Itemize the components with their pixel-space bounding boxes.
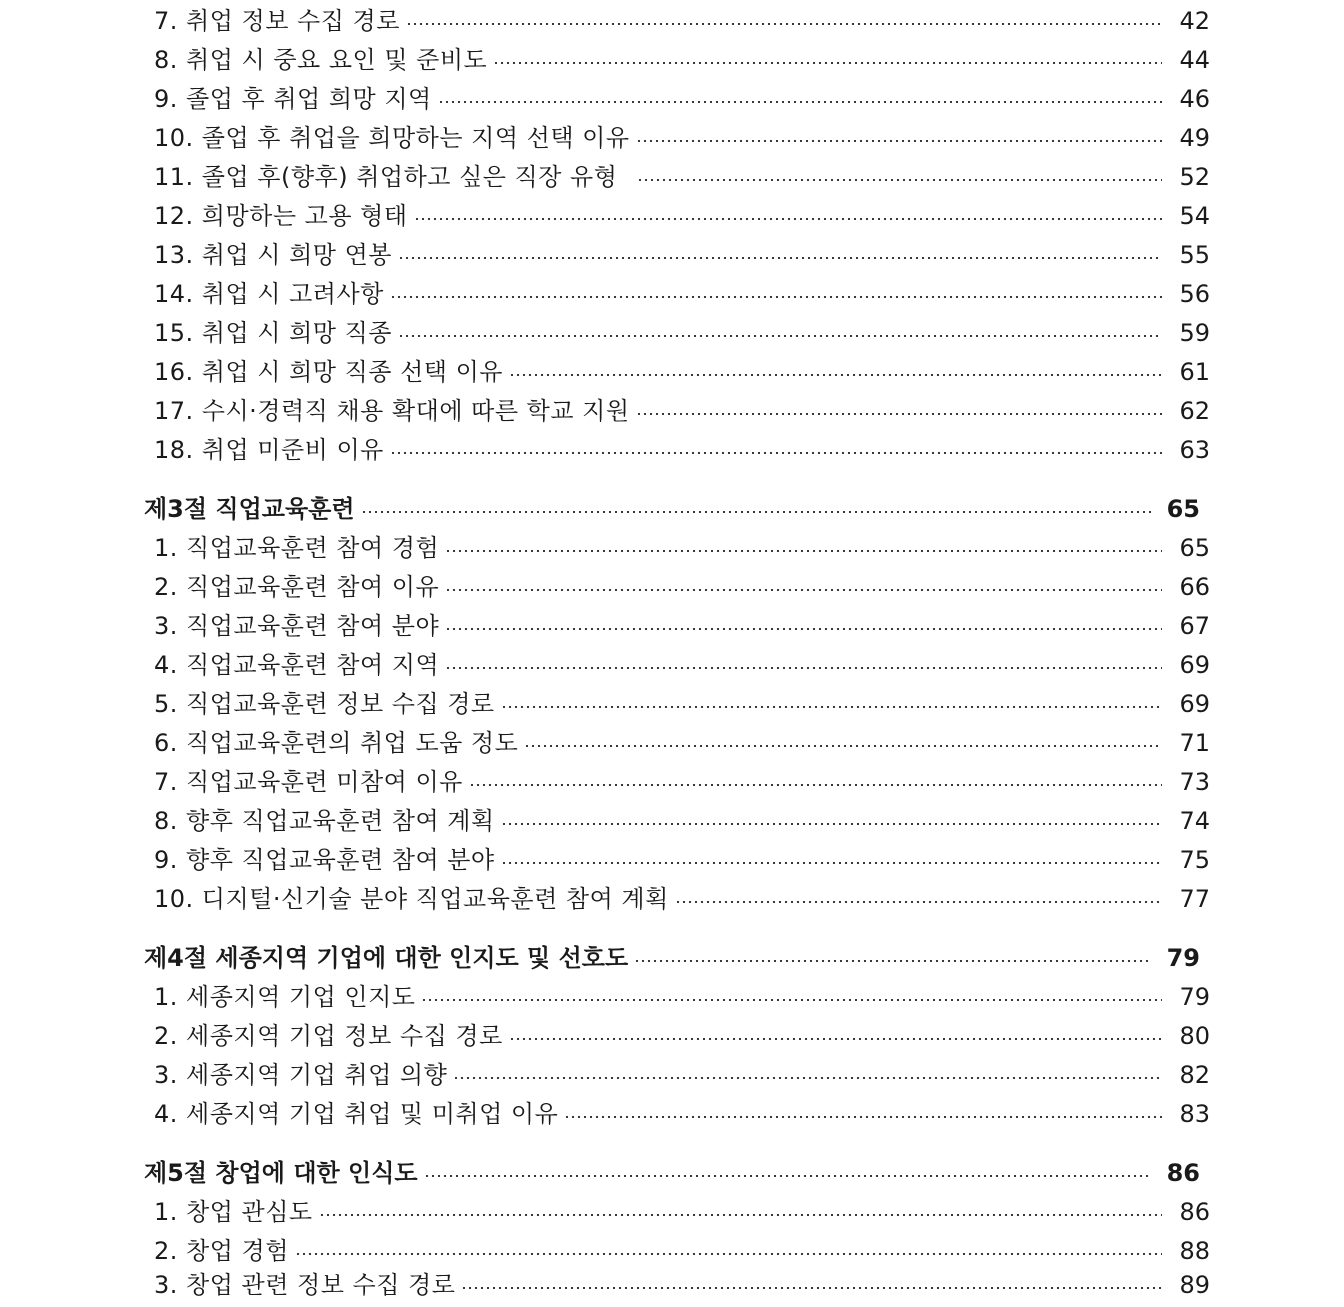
dot-leader	[295, 1253, 1162, 1255]
dot-leader	[634, 960, 1152, 962]
dot-leader	[636, 140, 1162, 142]
toc-entry-label: 12. 희망하는 고용 형태	[154, 202, 408, 230]
toc-entry-page: 46	[1179, 85, 1210, 113]
toc-entry-label: 16. 취업 시 희망 직종 선택 이유	[154, 358, 503, 386]
toc-entry-label: 3. 창업 관련 정보 수집 경로	[154, 1271, 456, 1299]
toc-entry-page: 69	[1179, 651, 1210, 679]
dot-leader	[319, 1214, 1162, 1216]
toc-entry-label: 3. 세종지역 기업 취업 의향	[154, 1061, 448, 1089]
toc-entry-page: 89	[1179, 1271, 1210, 1299]
toc-entry-label: 4. 세종지역 기업 취업 및 미취업 이유	[154, 1100, 559, 1128]
toc-entry-page: 44	[1179, 46, 1210, 74]
dot-leader	[445, 550, 1162, 552]
toc-section-page: 86	[1166, 1159, 1200, 1187]
dot-leader	[509, 1038, 1162, 1040]
toc-entry-label: 14. 취업 시 고려사항	[154, 280, 384, 308]
toc-entry[interactable]	[0, 607, 1344, 646]
toc-entry[interactable]	[0, 1095, 1344, 1134]
toc-entry[interactable]	[0, 646, 1344, 685]
dot-leader	[636, 413, 1162, 415]
toc-entry[interactable]	[0, 80, 1344, 119]
toc-entry-page: 52	[1179, 163, 1210, 191]
toc-entry[interactable]	[0, 978, 1344, 1017]
toc-entry-label: 2. 창업 경험	[154, 1237, 289, 1265]
toc-entry-label: 7. 직업교육훈련 미참여 이유	[154, 768, 463, 796]
toc-entry-page: 65	[1179, 534, 1210, 562]
toc-entry-label: 10. 디지털·신기술 분야 직업교육훈련 참여 계획	[154, 885, 669, 913]
toc-entry-label: 10. 졸업 후 취업을 희망하는 지역 선택 이유	[154, 124, 630, 152]
toc-entry-label: 7. 취업 정보 수집 경로	[154, 7, 400, 35]
toc-entry-page: 83	[1179, 1100, 1210, 1128]
toc-entry-label: 2. 세종지역 기업 정보 수집 경로	[154, 1022, 503, 1050]
toc-entry[interactable]	[0, 568, 1344, 607]
dot-leader	[501, 706, 1162, 708]
dot-leader	[493, 62, 1162, 64]
toc-entry-page: 88	[1179, 1237, 1210, 1265]
toc-entry-page: 69	[1179, 690, 1210, 718]
dot-leader	[390, 452, 1162, 454]
toc-entry-page: 54	[1179, 202, 1210, 230]
toc-entry-label: 18. 취업 미준비 이유	[154, 436, 384, 464]
toc-section-heading[interactable]	[0, 939, 1334, 978]
dot-leader	[637, 179, 1162, 181]
toc-entry-page: 71	[1179, 729, 1210, 757]
toc-entry-page: 75	[1179, 846, 1210, 874]
toc-section-page: 65	[1166, 495, 1200, 523]
dot-leader	[414, 218, 1162, 220]
toc-entry-label: 3. 직업교육훈련 참여 분야	[154, 612, 440, 640]
toc-entry[interactable]	[0, 841, 1344, 880]
toc-entry[interactable]	[0, 2, 1344, 41]
dot-leader	[469, 784, 1162, 786]
toc-entry-page: 73	[1179, 768, 1210, 796]
toc-entry-page: 59	[1179, 319, 1210, 347]
dot-leader	[438, 101, 1162, 103]
toc-entry[interactable]	[0, 41, 1344, 80]
toc-entry-page: 63	[1179, 436, 1210, 464]
toc-entry-label: 1. 세종지역 기업 인지도	[154, 983, 416, 1011]
dot-leader	[524, 745, 1162, 747]
dot-leader	[445, 589, 1162, 591]
toc-entry[interactable]	[0, 1017, 1344, 1056]
dot-leader	[509, 374, 1162, 376]
dot-leader	[424, 1175, 1152, 1177]
dot-leader	[501, 823, 1162, 825]
toc-entry-label: 13. 취업 시 희망 연봉	[154, 241, 392, 269]
toc-entry[interactable]	[0, 353, 1344, 392]
dot-leader	[461, 1287, 1162, 1289]
toc-entry[interactable]	[0, 119, 1344, 158]
toc-entry[interactable]	[0, 1193, 1344, 1232]
toc-entry-label: 8. 취업 시 중요 요인 및 준비도	[154, 46, 488, 74]
dot-leader	[501, 862, 1162, 864]
dot-leader	[445, 628, 1162, 630]
toc-section-label: 제5절 창업에 대한 인식도	[144, 1159, 418, 1187]
toc-entry-page: 66	[1179, 573, 1210, 601]
toc-entry-label: 17. 수시·경력직 채용 확대에 따른 학교 지원	[154, 397, 630, 425]
toc-section-label: 제3절 직업교육훈련	[144, 495, 355, 523]
dot-leader	[453, 1077, 1162, 1079]
dot-leader	[406, 23, 1162, 25]
toc-entry-label: 2. 직업교육훈련 참여 이유	[154, 573, 440, 601]
dot-leader	[398, 335, 1162, 337]
dot-leader	[675, 901, 1162, 903]
toc-entry[interactable]	[0, 1056, 1344, 1095]
toc-section-label: 제4절 세종지역 기업에 대한 인지도 및 선호도	[144, 944, 629, 972]
toc-entry-page: 79	[1179, 983, 1210, 1011]
dot-leader	[421, 999, 1162, 1001]
toc-entry[interactable]	[0, 724, 1344, 763]
toc-entry-page: 86	[1179, 1198, 1210, 1226]
toc-entry-page: 82	[1179, 1061, 1210, 1089]
toc-entry-label: 6. 직업교육훈련의 취업 도움 정도	[154, 729, 519, 757]
toc-entry[interactable]	[0, 431, 1344, 470]
toc-entry-page: 61	[1179, 358, 1210, 386]
toc-entry[interactable]	[0, 392, 1344, 431]
toc-entry[interactable]	[0, 275, 1344, 314]
toc-entry-page: 56	[1179, 280, 1210, 308]
toc-entry[interactable]	[0, 685, 1344, 724]
toc-entry[interactable]	[0, 529, 1344, 568]
dot-leader	[398, 257, 1162, 259]
toc-entry-label: 9. 향후 직업교육훈련 참여 분야	[154, 846, 495, 874]
toc-section-heading[interactable]	[0, 1154, 1334, 1193]
toc-entry-label: 1. 창업 관심도	[154, 1198, 313, 1226]
toc-section-page: 79	[1166, 944, 1200, 972]
toc-entry-label: 9. 졸업 후 취업 희망 지역	[154, 85, 432, 113]
toc-entry-page: 49	[1179, 124, 1210, 152]
toc-entry-page: 62	[1179, 397, 1210, 425]
toc-entry[interactable]	[0, 763, 1344, 802]
toc-entry[interactable]	[0, 158, 1344, 197]
toc-entry[interactable]	[0, 314, 1344, 353]
toc-entry[interactable]	[0, 802, 1344, 841]
toc-entry-label: 15. 취업 시 희망 직종	[154, 319, 392, 347]
dot-leader	[390, 296, 1162, 298]
toc-entry-label: 5. 직업교육훈련 정보 수집 경로	[154, 690, 495, 718]
toc-section-heading[interactable]	[0, 490, 1334, 529]
toc-entry-label: 11. 졸업 후(향후) 취업하고 싶은 직장 유형	[154, 163, 618, 191]
toc-entry-label: 4. 직업교육훈련 참여 지역	[154, 651, 440, 679]
toc-entry-page: 77	[1179, 885, 1210, 913]
toc-entry-page: 74	[1179, 807, 1210, 835]
toc-entry-page: 55	[1179, 241, 1210, 269]
toc-entry-label: 8. 향후 직업교육훈련 참여 계획	[154, 807, 495, 835]
toc-entry-page: 80	[1179, 1022, 1210, 1050]
toc-entry-page: 67	[1179, 612, 1210, 640]
dot-leader	[445, 667, 1162, 669]
toc-entry[interactable]	[0, 1266, 1344, 1305]
toc-entry-label: 1. 직업교육훈련 참여 경험	[154, 534, 440, 562]
dot-leader	[361, 511, 1152, 513]
dot-leader	[564, 1116, 1162, 1118]
toc-entry[interactable]	[0, 880, 1344, 919]
toc-entry-page: 42	[1179, 7, 1210, 35]
toc-entry[interactable]	[0, 197, 1344, 236]
toc-entry[interactable]	[0, 236, 1344, 275]
